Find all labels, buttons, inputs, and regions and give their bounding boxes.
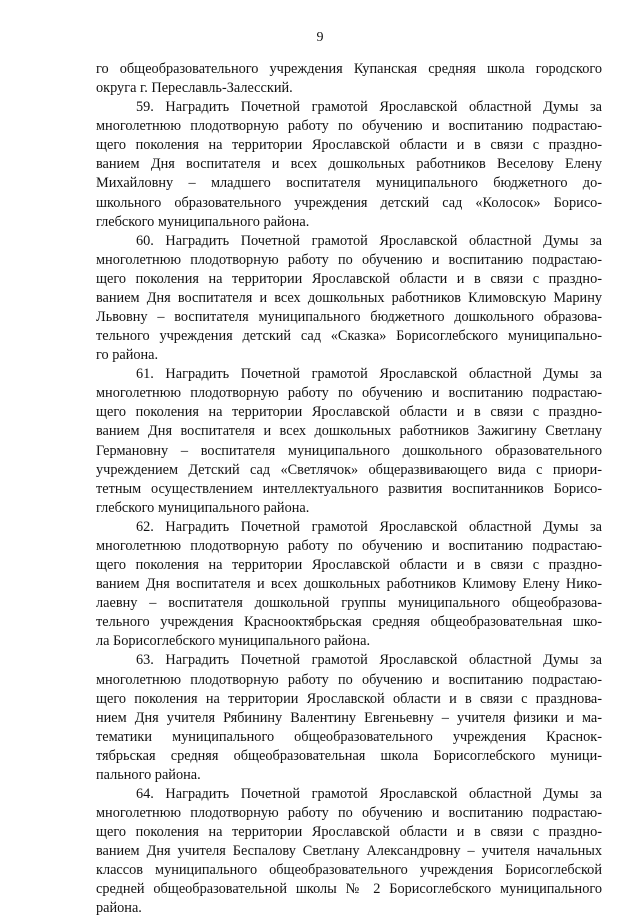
text-line: нием Дня учителя Рябинину Валентину Евгеньевну – учителя физики и ма- [96,709,602,726]
text-line: Германовну – воспитателя муниципального дошкольного образовательного [96,442,602,459]
text-line: щего поколения на территории Ярославской области и в связи с праздно- [96,270,602,287]
text-line: лаевну – воспитателя дошкольной группы муниципального общеобразова- [96,595,602,612]
text-line: района. [96,900,142,917]
text-line: многолетнюю плодотворную работу по обучению и воспитанию подрастаю- [96,805,602,822]
text-line: го общеобразовательного учреждения Купанская средняя школа городского [96,61,602,77]
text-line: 61. Наградить Почетной грамотой Ярославской областной Думы за [136,366,602,383]
text-line: ванием Дня воспитателя и всех дошкольных работников Климовскую Марину [96,289,602,306]
text-line: Львовну – воспитателя муниципального бюджетного дошкольного образова- [96,309,602,326]
text-line: щего поколения на территории Ярославской области и в связи с праздно- [96,557,602,574]
text-line: щего поколения на территории Ярославской области и в связи с праздно- [96,824,602,841]
text-line: тельного учреждения Краснооктябрьская средняя общеобразовательная шко- [96,614,602,631]
text-line: 59. Наградить Почетной грамотой Ярославской областной Думы за [136,99,602,116]
text-line: глебского муниципального района. [96,213,310,230]
text-line: щего поколения на территории Ярославской области и в связи с праздно- [96,137,602,154]
text-line: ванием Дня воспитателя и всех дошкольных работников Веселову Елену [96,156,602,173]
text-line: щего поколения на территории Ярославской области и в связи с празднова- [96,690,602,707]
text-line: округа г. Переславль-Залесский. [96,80,293,97]
text-line: ванием Дня воспитателя и всех дошкольных работников Зажигину Светлану [96,423,602,440]
document-body [96,60,602,919]
text-line: Михайловну – младшего воспитателя муниципального бюджетного до- [96,175,602,192]
text-line: ла Борисоглебского муниципального района. [96,633,371,650]
text-line: 64. Наградить Почетной грамотой Ярославской областной Думы за [136,785,602,802]
text-line: средней общеобразовательной школы № 2 Борисоглебского муниципального [96,881,602,898]
text-line: многолетнюю плодотворную работу по обучению и воспитанию подрастаю- [96,118,602,135]
text-line: ванием Дня учителя Беспалову Светлану Александровну – учителя начальных [96,843,602,860]
text-line: тельного учреждения детский сад «Сказка» Борисоглебского муниципально- [96,328,602,345]
text-line: го района. [96,347,159,364]
text-line: классов муниципального общеобразовательного учреждения Борисоглебской [96,862,602,879]
text-line: пального района. [96,766,201,783]
text-line: тематики муниципального общеобразовательного учреждения Краснок- [96,728,602,745]
text-line: многолетнюю плодотворную работу по обучению и воспитанию подрастаю- [96,251,602,268]
text-line: ванием Дня воспитателя и всех дошкольных работников Климову Елену Нико- [96,576,602,593]
text-line: многолетнюю плодотворную работу по обучению и воспитанию подрастаю- [96,385,602,402]
text-line: 63. Наградить Почетной грамотой Ярославской областной Думы за [136,652,602,669]
text-line: школьного образовательного учреждения детский сад «Колосок» Борисо- [96,194,602,211]
text-line: учреждением Детский сад «Светлячок» общеразвивающего вида с приори- [96,461,602,478]
text-line: многолетнюю плодотворную работу по обучению и воспитанию подрастаю- [96,671,602,688]
text-line: тетным осуществлением интеллектуального развития воспитанников Борисо- [96,480,602,497]
text-line: многолетнюю плодотворную работу по обучению и воспитанию подрастаю- [96,537,602,554]
text-line: глебского муниципального района. [96,499,310,516]
text-line: 62. Наградить Почетной грамотой Ярославской областной Думы за [136,518,602,535]
text-line: 60. Наградить Почетной грамотой Ярославской областной Думы за [136,232,602,249]
text-line: щего поколения на территории Ярославской области и в связи с праздно- [96,404,602,421]
text-line: тябрьская средняя общеобразовательная школа Борисоглебского муници- [96,747,602,764]
page-number: 9 [316,30,324,45]
